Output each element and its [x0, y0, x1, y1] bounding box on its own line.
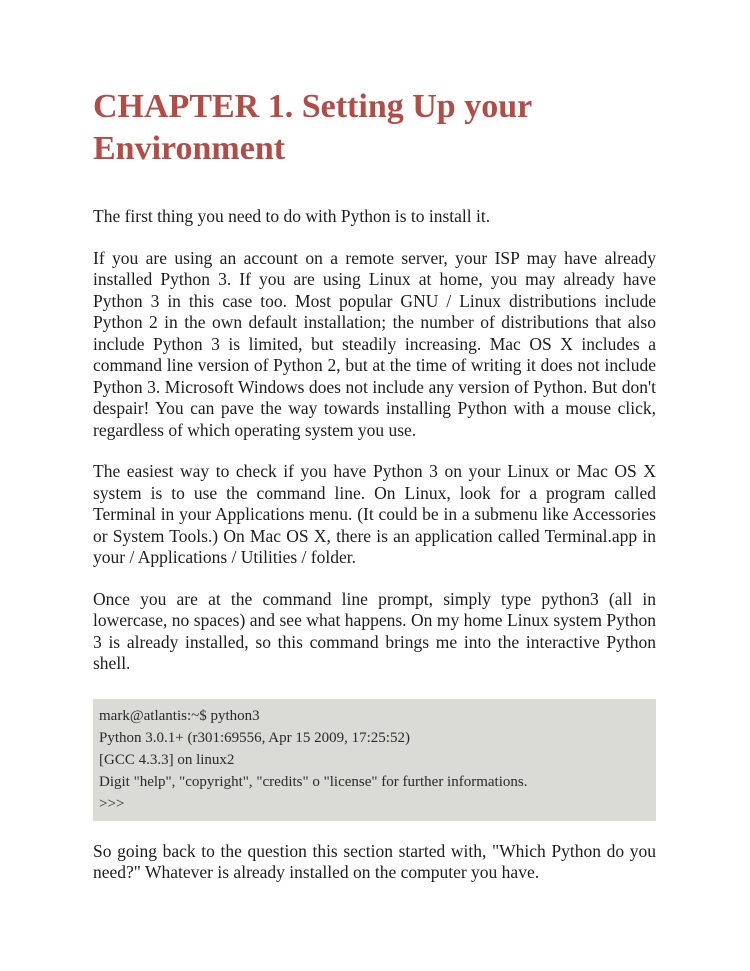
- terminal-line-gcc: [GCC 4.3.3] on linux2: [99, 751, 235, 768]
- paragraph-check-python: The easiest way to check if you have Python 3 on your Linux or Mac OS X system is to use the command line. On Linux, look for a program called Terminal in your Applications menu. (It could be in a submenu like Accessories or System Tools.) On Mac OS X, there is an application called Terminal.app in your / Applications / Utilities / folder.: [93, 461, 656, 568]
- paragraph-install-overview: If you are using an account on a remote server, your ISP may have already installed Python 3. If you are using Linux at home, you may already have Python 3 in this case too. Most popular GNU / Linux distributions include Python 2 in the own default installation; the number of distributions that also include Python 3 is limited, but steadily increasing. Mac OS X includes a command line version of Python 2, but at the time of writing it does not include Python 3. Microsoft Windows does not include any version of Python. But don't despair! You can pave the way towards installing Python with a mouse click, regardless of which operating system you use.: [93, 247, 656, 440]
- paragraph-command-prompt: Once you are at the command line prompt, simply type python3 (all in lowercase, no spaces) and see what happens. On my home Linux system Python 3 is already installed, so this command brings me into the interactive Python shell.: [93, 588, 656, 674]
- terminal-line-help: Digit "help", "copyright", "credits" o "license" for further informations.: [99, 773, 528, 790]
- paragraph-intro: The first thing you need to do with Python is to install it.: [93, 206, 491, 227]
- terminal-output-block: [93, 699, 656, 821]
- chapter-heading: CHAPTER 1. Setting Up your Environment: [93, 88, 532, 168]
- terminal-line-version: Python 3.0.1+ (r301:69556, Apr 15 2009, 17:25:52): [99, 729, 410, 746]
- terminal-line-command: mark@atlantis:~$ python3: [99, 707, 260, 724]
- paragraph-conclusion: So going back to the question this section started with, "Which Python do you need?" Whatever is already installed on the computer you have.: [93, 840, 656, 883]
- terminal-line-prompt: >>>: [99, 795, 125, 812]
